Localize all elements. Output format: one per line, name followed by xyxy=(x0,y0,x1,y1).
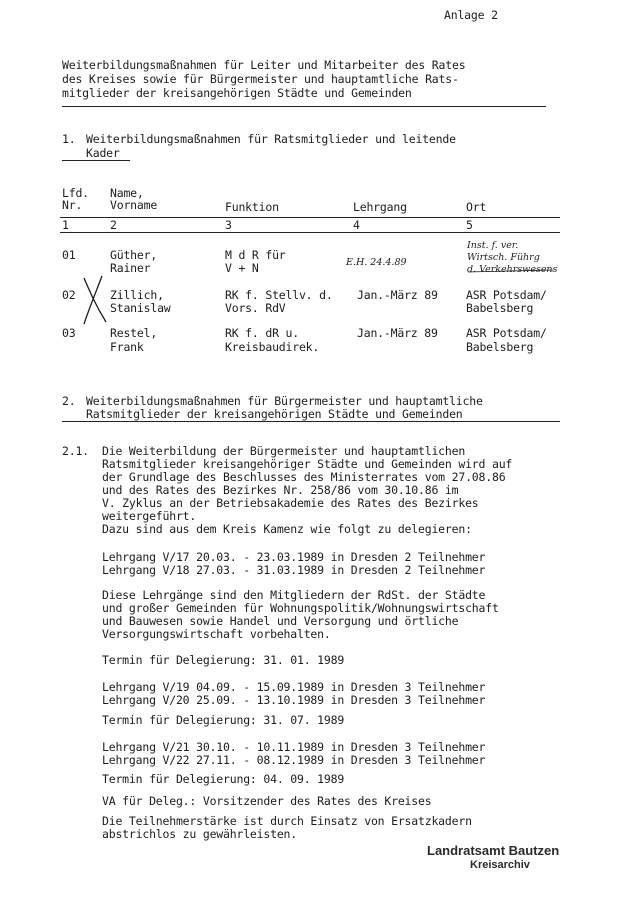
row1-name-line-1: Güther, xyxy=(110,248,158,262)
closing-line-1: Die Teilnehmerstärke ist durch Einsatz von Ersatzkadern xyxy=(102,814,472,828)
row2-ort-line-2: Babelsberg xyxy=(466,301,534,315)
section21-intro-line-1: Die Weiterbildung der Bürgermeister und hauptamtlichen xyxy=(102,444,466,458)
row3-lehrgang: Jan.-März 89 xyxy=(357,326,438,340)
course-v17: Lehrgang V/17 20.03. - 23.03.1989 in Dresden 2 Teilnehmer xyxy=(102,550,486,564)
header-funktion: Funktion xyxy=(225,200,279,214)
archive-stamp-line-1: Landratsamt Bautzen xyxy=(427,843,560,858)
deadline-2: Termin für Delegierung: 31. 07. 1989 xyxy=(102,713,345,727)
row1-ort-handwritten-line-3: d. Verkehrswesens xyxy=(467,264,558,275)
col-number-3: 3 xyxy=(225,218,232,232)
section1-title-line-2: Kader xyxy=(86,146,120,160)
section21-intro-line-7: Dazu sind aus dem Kreis Kamenz wie folgt zu delegieren: xyxy=(102,522,472,536)
row2-name-line-1: Zillich, xyxy=(110,288,164,302)
document-title-line-1: Weiterbildungsmaßnahmen für Leiter und Mitarbeiter des Rates xyxy=(62,58,466,72)
course-v21: Lehrgang V/21 30.10. - 10.11.1989 in Dresden 3 Teilnehmer xyxy=(102,740,486,754)
row2-ort-line-1: ASR Potsdam/ xyxy=(466,288,547,302)
row3-name-line-1: Restel, xyxy=(110,326,158,340)
row3-ort-line-2: Babelsberg xyxy=(466,340,534,354)
row1-strike-mark xyxy=(468,270,553,272)
section2-title-line-2: Ratsmitglieder der kreisangehörigen Städte und Gemeinden xyxy=(86,407,463,421)
header-lfd-line-2: Nr. xyxy=(62,198,83,212)
document-title-line-2: des Kreises sowie für Bürgermeister und hauptamtliche Rats- xyxy=(62,72,459,86)
col-number-4: 4 xyxy=(353,218,360,232)
header-ort: Ort xyxy=(466,200,487,214)
course-v22: Lehrgang V/22 27.11. - 08.12.1989 in Dresden 3 Teilnehmer xyxy=(102,753,486,767)
col-number-5: 5 xyxy=(466,218,473,232)
section1-title-line-1: Weiterbildungsmaßnahmen für Ratsmitglieder und leitende xyxy=(86,132,456,146)
row1-nr: 01 xyxy=(62,248,76,262)
section2-underline xyxy=(62,421,560,422)
row1-funktion-line-2: V + N xyxy=(225,261,259,275)
section1-number: 1. xyxy=(62,132,76,146)
row2-lehrgang: Jan.-März 89 xyxy=(357,288,438,302)
row3-ort-line-1: ASR Potsdam/ xyxy=(466,326,547,340)
section21-number: 2.1. xyxy=(62,444,89,458)
row2-nr: 02 xyxy=(62,288,76,302)
row3-name-line-2: Frank xyxy=(110,340,144,354)
row1-lehrgang-handwritten: E.H. 24.4.89 xyxy=(346,257,407,268)
note-line-2: und großer Gemeinden für Wohnungspolitik/Wohnungswirtschaft xyxy=(102,601,499,615)
section21-intro-line-4: und des Rates des Bezirkes Nr. 258/86 vom 30.10.86 im xyxy=(102,483,459,497)
col-number-2: 2 xyxy=(110,218,117,232)
course-v19: Lehrgang V/19 04.09. - 15.09.1989 in Dresden 3 Teilnehmer xyxy=(102,680,486,694)
row1-ort-handwritten-line-2: Wirtsch. Führg xyxy=(467,252,540,263)
row3-funktion-line-2: Kreisbaudirek. xyxy=(225,340,320,354)
row3-nr: 03 xyxy=(62,326,76,340)
closing-line-2: abstrichlos zu gewährleisten. xyxy=(102,827,297,841)
row1-funktion-line-1: M d R für xyxy=(225,248,286,262)
course-v20: Lehrgang V/20 25.09. - 13.10.1989 in Dresden 3 Teilnehmer xyxy=(102,693,486,707)
note-line-1: Diese Lehrgänge sind den Mitgliedern der RdSt. der Städte xyxy=(102,588,486,602)
section21-intro-line-5: V. Zyklus an der Betriebsakademie des Rates des Bezirkes xyxy=(102,496,479,510)
header-name-line-2: Vorname xyxy=(110,198,158,212)
row2-name-line-2: Stanislaw xyxy=(110,301,171,315)
note-line-3: und Bauwesen sowie Handel und Versorgung und örtliche xyxy=(102,614,459,628)
row2-funktion-line-2: Vors. RdV xyxy=(225,301,286,315)
row2-cross-mark xyxy=(84,276,106,324)
annex-label: Anlage 2 xyxy=(444,8,498,22)
document-title-line-3: mitglieder der kreisangehörigen Städte und Gemeinden xyxy=(62,86,412,100)
section21-intro-line-2: Ratsmitglieder kreisangehöriger Städte und Gemeinden wird auf xyxy=(102,457,513,471)
header-lfd-line-1: Lfd. xyxy=(62,186,89,200)
row1-name-line-2: Rainer xyxy=(110,261,151,275)
header-lehrgang: Lehrgang xyxy=(353,200,407,214)
section2-number: 2. xyxy=(62,394,76,408)
row2-funktion-line-1: RK f. Stellv. d. xyxy=(225,288,333,302)
course-v18: Lehrgang V/18 27.03. - 31.03.1989 in Dresden 2 Teilnehmer xyxy=(102,563,486,577)
archive-stamp-line-2: Kreisarchiv xyxy=(470,859,530,871)
col-number-1: 1 xyxy=(62,218,69,232)
note-line-4: Versorgungswirtschaft vorbehalten. xyxy=(102,627,331,641)
section21-intro-line-3: der Grundlage des Beschlusses des Ministerrates vom 27.08.86 xyxy=(102,470,506,484)
deadline-1: Termin für Delegierung: 31. 01. 1989 xyxy=(102,653,345,667)
responsible-note: VA für Deleg.: Vorsitzender des Rates des Kreises xyxy=(102,794,432,808)
deadline-3: Termin für Delegierung: 04. 09. 1989 xyxy=(102,772,345,786)
section21-intro-line-6: weitergeführt. xyxy=(102,509,197,523)
row1-ort-handwritten-line-1: Inst. f. ver. xyxy=(467,240,519,251)
row3-funktion-line-1: RK f. dR u. xyxy=(225,326,299,340)
header-name-line-1: Name, xyxy=(110,186,144,200)
section2-title-line-1: Weiterbildungsmaßnahmen für Bürgermeister und hauptamtliche xyxy=(86,394,483,408)
